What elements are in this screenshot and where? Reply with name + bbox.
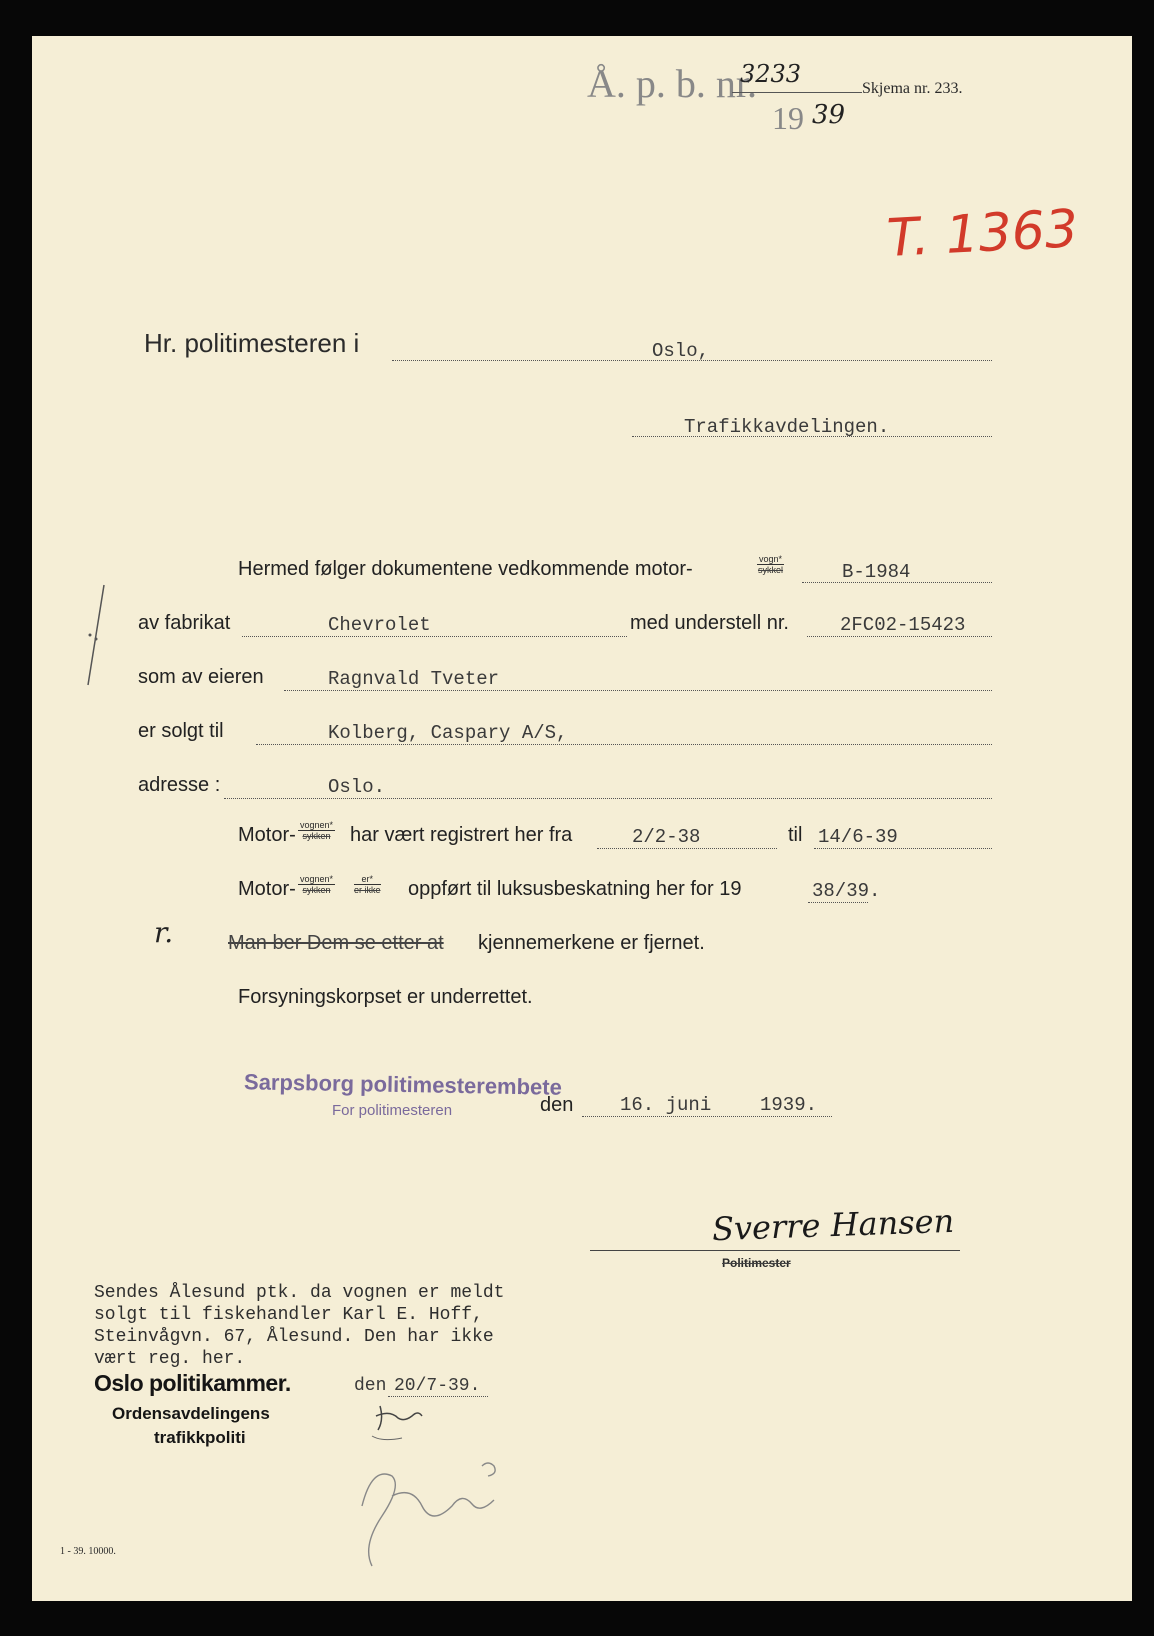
address-line: [224, 798, 992, 799]
registration-from: 2/2-38: [632, 826, 701, 848]
vehicle-type-fraction: [757, 554, 784, 575]
owner-line: [284, 690, 992, 691]
buyer-line: [256, 744, 992, 745]
vehicle-reg-number: B-1984: [842, 561, 911, 583]
fabrikat-line: [242, 636, 627, 637]
luxury-year-line: [808, 902, 868, 903]
registration-motor: Motor-: [238, 824, 296, 846]
typed-note-line: Steinvågvn. 67, Ålesund. Den har ikke: [94, 1327, 494, 1347]
apb-year-printed: 19: [772, 100, 804, 136]
luxury-frac1-top: vognen*: [300, 874, 334, 884]
apb-underline: [732, 92, 862, 93]
address-label: adresse :: [138, 774, 221, 796]
oslo-stamp-line2: Ordensavdelingens: [112, 1404, 270, 1423]
apb-year-written: 39: [812, 100, 846, 130]
luxury-years: 38/39.: [812, 880, 881, 902]
typed-note-line: solgt til fiskehandler Karl E. Hoff,: [94, 1305, 483, 1325]
typed-note: [94, 1282, 504, 1370]
addressee-department: Trafikkavdelingen.: [684, 416, 890, 438]
oslo-date-value: 20/7-39.: [394, 1376, 481, 1396]
registration-frac-bottom: sykken: [302, 831, 331, 841]
forsyning-text: Forsyningskorpset er underrettet.: [238, 986, 533, 1008]
fabrikat-label: av fabrikat: [138, 612, 231, 634]
date-value: 16. juni: [620, 1094, 712, 1116]
red-reference-mark: T. 1363: [885, 199, 1080, 269]
luxury-motor: Motor-: [238, 878, 296, 900]
luxury-text: oppført til luksusbeskatning her for 19: [408, 878, 742, 900]
date-den: den: [540, 1094, 574, 1116]
fabrikat-value: Chevrolet: [328, 614, 431, 636]
margin-stroke: [82, 581, 112, 691]
plates-removed-text: kjennemerkene er fjernet.: [478, 932, 705, 954]
addressee-city: Oslo,: [652, 340, 710, 362]
apb-label: Å. p. b. nr.: [587, 61, 757, 106]
registration-fraction: [298, 820, 335, 841]
schema-number: Skjema nr. 233.: [862, 80, 963, 97]
sarpsborg-stamp-line1: Sarpsborg politimesterembete: [243, 1069, 563, 1100]
handwritten-checkmark: r.: [154, 916, 174, 949]
typed-note-line: vært reg. her.: [94, 1349, 246, 1369]
vehicle-intro: Hermed følger dokumentene vedkommende motor-: [238, 558, 693, 580]
apb-number: 3233: [740, 60, 802, 88]
understell-value: 2FC02-15423: [840, 614, 966, 636]
date-line: [582, 1116, 832, 1117]
vehicle-type-bottom: sykkel: [758, 565, 784, 575]
luxury-fraction-1: [298, 874, 335, 895]
document-page: [32, 36, 1132, 1601]
struck-text: Man ber Dem se etter at: [228, 932, 444, 954]
sold-label: er solgt til: [138, 720, 224, 742]
oslo-date-den: den: [354, 1376, 387, 1396]
addressee-prefix: Hr. politimesteren i: [144, 328, 360, 358]
police-chief-signature: Sverre Hansen: [711, 1201, 955, 1249]
date-year: 1939.: [760, 1094, 818, 1116]
oslo-stamp-line3: trafikkpoliti: [154, 1428, 246, 1447]
reg-from-line: [597, 848, 777, 849]
reg-to-line: [814, 848, 992, 849]
registration-frac-top: vognen*: [300, 820, 334, 830]
buyer-value: Kolberg, Caspary A/S,: [328, 722, 568, 744]
handwritten-initials: [332, 1396, 592, 1576]
owner-value: Ragnvald Tveter: [328, 668, 500, 690]
signature-title: Politimester: [722, 1256, 791, 1270]
luxury-fraction-2: [354, 874, 381, 895]
vehicle-type-top: vogn*: [759, 554, 783, 564]
oslo-stamp-line1: Oslo politikammer.: [94, 1370, 291, 1396]
registration-to: 14/6-39: [818, 826, 898, 848]
owner-label: som av eieren: [138, 666, 264, 688]
luxury-frac2-bottom: er ikke: [354, 885, 381, 895]
sarpsborg-stamp-line2: For politimesteren: [332, 1102, 453, 1119]
understell-line: [807, 636, 992, 637]
registration-text: har vært registrert her fra: [350, 824, 573, 846]
luxury-frac2-top: er*: [354, 874, 381, 885]
signature-line: [590, 1250, 960, 1251]
luxury-frac1-bottom: sykken: [302, 885, 331, 895]
registration-til: til: [788, 824, 803, 846]
understell-label: med understell nr.: [630, 612, 789, 634]
address-value: Oslo.: [328, 776, 386, 798]
footer-print: 1 - 39. 10000.: [60, 1546, 116, 1557]
typed-note-line: Sendes Ålesund ptk. da vognen er meldt: [94, 1283, 505, 1303]
